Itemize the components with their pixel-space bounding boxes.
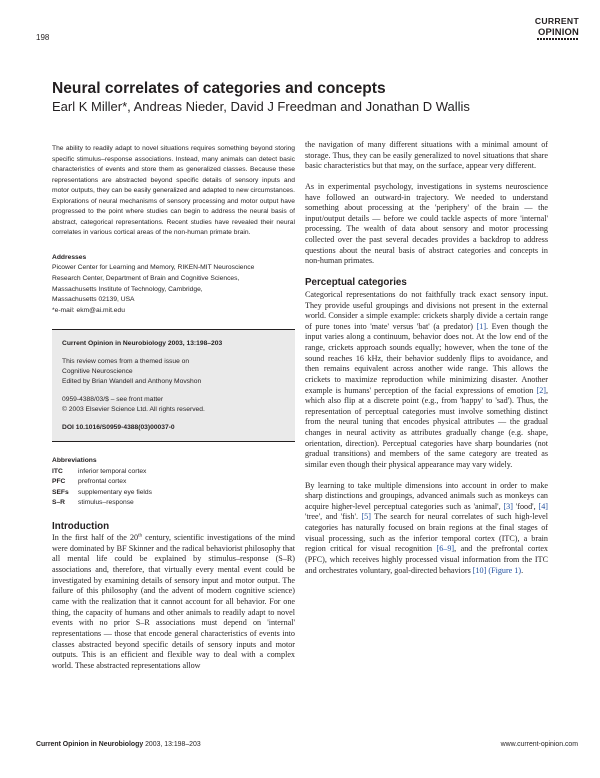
intro-text-start: In the first half of the 20 — [52, 532, 139, 542]
pubinfo-doi[interactable]: DOI 10.1016/S0959-4388(03)00037-0 — [62, 424, 175, 432]
paragraph-text: . — [521, 565, 524, 575]
journal-logo-line2: OPINION — [538, 25, 579, 37]
address-line: Massachusetts 02139, USA — [52, 296, 135, 304]
body-paragraph — [305, 481, 548, 577]
email-line[interactable]: *e-mail: ekm@ai.mit.edu — [52, 306, 125, 314]
pubinfo-copyright-line: 0959-4388/03/$ – see front matter — [62, 396, 164, 404]
page-footer — [36, 741, 578, 748]
abbreviation-term: SEFs — [52, 488, 69, 496]
article-authors: Earl K Miller*, Andreas Nieder, David J Freedman and Jonathan D Wallis — [52, 99, 470, 114]
body-paragraph — [305, 290, 548, 471]
abbreviation-term: S–R — [52, 499, 66, 507]
abbreviation-row — [52, 498, 295, 509]
journal-logo-line1: CURRENT — [534, 16, 579, 26]
paragraph-text: By learning to take multiple dimensions into account in order to make sharp distinctions and groupings, advanced animals such as monkeys can acquire higher-level perceptual categories such as 'animal', — [305, 480, 548, 511]
address-line: Massachusetts Institute of Technology, Cambridge, — [52, 285, 203, 293]
reference-link[interactable]: [10] — [472, 565, 487, 575]
intro-superscript: th — [138, 533, 142, 539]
paragraph-text: , which also flip at a discrete point (e.g., from 'happy' to 'sad'). Thus, the representation of perceptual categories must involve something distinct from the neural tuning that encodes physical attributes — the gradual changes in neural activity as attributes gradually change (e.g. shape, orientation, direction). Perceptual categories have sharp boundaries (not gradual transitions) and members of the same category are treated as similar even though their physical appearance may vary widely. — [305, 385, 548, 469]
introduction-text — [52, 533, 295, 672]
reference-link[interactable]: (Figure 1) — [488, 565, 522, 575]
abbreviation-term: ITC — [52, 467, 63, 475]
abbreviation-definition: supplementary eye fields — [78, 488, 152, 496]
journal-logo — [521, 17, 579, 40]
journal-logo-bar — [537, 38, 579, 40]
article-title: Neural correlates of categories and concepts — [52, 80, 386, 97]
pubinfo-journal-line: Current Opinion in Neurobiology 2003, 13:198–203 — [62, 340, 223, 348]
addresses-heading: Addresses — [52, 253, 87, 261]
abbreviation-definition: prefrontal cortex — [78, 478, 127, 486]
left-column — [52, 144, 295, 671]
footer-url[interactable]: www.current-opinion.com — [500, 741, 578, 748]
pubinfo-theme-line: Edited by Brian Wandell and Anthony Movshon — [62, 378, 202, 386]
reference-link[interactable]: [6–9] — [436, 544, 455, 554]
section-heading-perceptual-categories: Perceptual categories — [305, 276, 407, 288]
intro-text-rest: century, scientific investigations of the mind were dominated by BF Skinner and the radical behaviorist philosophy that all mental life could be explained by stimulus–response (S–R) associations and, therefore, that virtually every mental event could be investigated by examining details of sensory input and motor output. The failure of this philosophy (and the advent of modern cognitive science) came with the realization that it cannot account for all behavior. For one thing, the capacity of humans and other animals to readily adapt to novel events with no prior S–R associations must depend on 'internal' representations — those that encode general characteristics of events into classes abstracted beyond specific details of sensory inputs and motor outputs. This is an efficient and flexible way to deal with a complex world. These abstracted representations allow — [52, 532, 295, 670]
abstract-text: The ability to readily adapt to novel situations requires something beyond storing specific stimulus–response associations. Instead, many animals can detect basic characteristics of events and store them as generalized classes. Because these representations are abstracted beyond specific details of sensory inputs and motor outputs, they can be easily generalized and adapted to new circumstances. Explorations of neural mechanisms of sensory processing and motor output have progressed to the point where studies can begin to address the neural basis of abstract, categorical representations. Recent studies have revealed their neural correlates in various cortical areas of the non-human primate brain. — [52, 145, 295, 237]
paragraph-text: . Even though the input varies along a continuum, behavior does not. At the low end of the range, crickets approach sounds equally; however, when the tone of the sound reaches 16 kHz, their behavior suddenly flips to avoidance, and then remains equivalent across another wide range. This allows the crickets to maximize reproduction while minimizing disaster. Another example is humans' perception of the facial expressions of emotion — [305, 321, 548, 395]
abbreviation-term: PFC — [52, 478, 66, 486]
address-line: Picower Center for Learning and Memory, RIKEN-MIT Neuroscience — [52, 264, 255, 272]
body-paragraph: As in experimental psychology, investigations in systems neuroscience have followed an outward-in trajectory. We needed to understand something about processing at the 'periphery' of the brain — the input/output details — before we could tackle aspects of more 'internal' processing. The wealth of data about sensory and motor processing collected over the past several decades provides a backdrop to address questions about the neural basis of abstract categories and concepts in non-human primates. — [305, 181, 548, 266]
abbreviation-row — [52, 488, 295, 499]
footer-journal: Current Opinion in Neurobiology — [36, 741, 144, 748]
reference-link[interactable]: [2] — [536, 385, 546, 395]
footer-citation — [36, 741, 201, 748]
paragraph-text: 'tree', and 'fish'. — [305, 512, 362, 522]
page-number: 198 — [36, 33, 50, 42]
pubinfo-copyright-line: © 2003 Elsevier Science Ltd. All rights reserved. — [62, 406, 205, 414]
addresses-block — [52, 253, 295, 316]
right-column — [305, 140, 548, 586]
address-line: Research Center, Department of Brain and Cognitive Sciences, — [52, 275, 240, 283]
abstract — [52, 144, 295, 239]
paragraph-text: , and the prefrontal cortex (PFC), which receives highly processed visual information from the ITC and orchestrates voluntary, goal-directed behaviors — [305, 544, 548, 575]
paragraph-text: 'food', — [512, 501, 539, 511]
introduction-heading: Introduction — [52, 520, 110, 532]
abbreviation-definition: inferior temporal cortex — [78, 467, 147, 475]
abbreviation-row — [52, 477, 295, 488]
paragraph-text: Categorical representations do not faithfully track exact sensory input. They provide useful groupings and divisions not present in the external world. Consider a simple example: crickets sharply divide a certain range of pure tones into 'mate' versus 'bat' (a predator) — [305, 289, 548, 331]
footer-volume: 2003, 13:198–203 — [143, 741, 201, 748]
abbreviations-block — [52, 456, 295, 509]
abbreviation-definition: stimulus–response — [78, 499, 134, 507]
reference-link[interactable]: [5] — [361, 512, 371, 522]
pubinfo-theme-line: This review comes from a themed issue on — [62, 358, 190, 366]
reference-link[interactable]: [3] — [503, 501, 513, 511]
body-paragraph: the navigation of many different situations with a minimal amount of storage. Thus, they can be easily generalized to novel situations that share basic characteristics but that may, on the surface, appear very different. — [305, 140, 548, 171]
abbreviation-row — [52, 467, 295, 478]
abbreviations-heading: Abbreviations — [52, 457, 97, 465]
reference-link[interactable]: [4] — [538, 501, 548, 511]
reference-link[interactable]: [1] — [476, 321, 487, 331]
publication-info-box — [52, 329, 295, 442]
pubinfo-theme-line: Cognitive Neuroscience — [62, 368, 133, 376]
paragraph-text: The search for neural correlates of such high-level categories has naturally focused on brain regions at the final stages of visual processing, such as the inferior temporal cortex (ITC), a brain region critical for visual recognition — [305, 512, 549, 554]
